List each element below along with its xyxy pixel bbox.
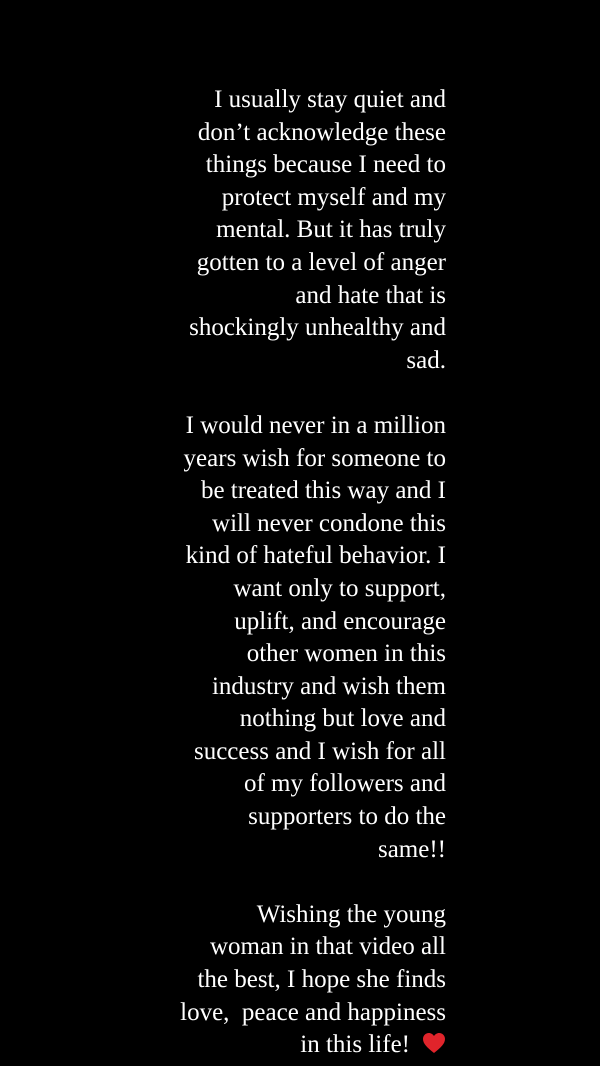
- text-line: and hate that is: [295, 281, 446, 309]
- paragraph-gap: [126, 377, 446, 410]
- text-line: other women in this: [246, 640, 446, 668]
- text-line: gotten to a level of anger: [196, 248, 446, 276]
- text-line: nothing but love and: [239, 705, 446, 733]
- text-line: uplift, and encourage: [234, 607, 446, 635]
- paragraph-2: [126, 410, 446, 866]
- text-line: want only to support,: [233, 574, 446, 602]
- text-line: shockingly unhealthy and: [189, 314, 446, 342]
- text-line: Wishing the young: [256, 900, 446, 928]
- paragraph-gap: [126, 866, 446, 899]
- paragraph-1: [126, 84, 446, 377]
- text-line: I would never in a million: [185, 411, 446, 439]
- text-line: same!!: [377, 835, 446, 863]
- text-line: years wish for someone to: [183, 444, 446, 472]
- final-line: [126, 1029, 446, 1064]
- text-line: will never condone this: [212, 509, 446, 537]
- text-line: success and I wish for all: [193, 737, 446, 765]
- text-line: love, peace and happiness: [180, 998, 446, 1026]
- story-text: [126, 84, 446, 1064]
- text-line: don’t acknowledge these: [197, 118, 446, 146]
- heart-icon: [422, 1031, 446, 1064]
- text-line: supporters to do the: [248, 803, 446, 831]
- text-line: things because I need to: [205, 151, 446, 179]
- text-line: of my followers and: [243, 770, 446, 798]
- text-line: be treated this way and I: [200, 477, 446, 505]
- text-line: in this life!: [300, 1031, 410, 1059]
- paragraph-3: [126, 899, 446, 1064]
- text-line: kind of hateful behavior. I: [185, 542, 446, 570]
- text-line: industry and wish them: [211, 672, 446, 700]
- text-line: mental. But it has truly: [216, 216, 446, 244]
- text-line: sad.: [406, 346, 446, 374]
- text-line: woman in that video all: [209, 933, 446, 961]
- text-line: the best, I hope she finds: [197, 966, 446, 994]
- text-line: protect myself and my: [221, 183, 446, 211]
- text-line: I usually stay quiet and: [214, 86, 446, 113]
